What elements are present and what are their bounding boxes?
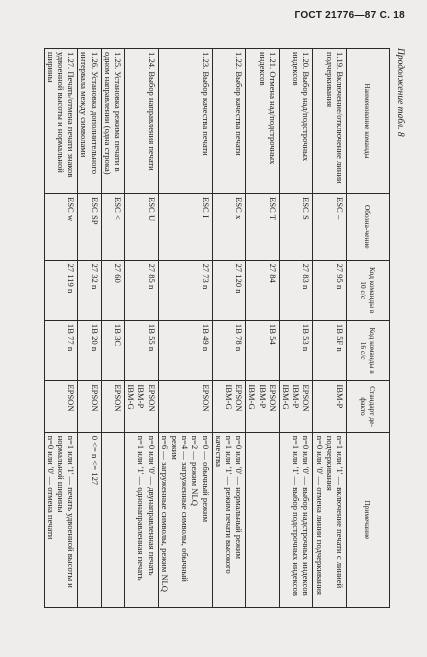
table-row [101, 49, 124, 608]
note-cell [212, 432, 246, 607]
standard-item: IBM-G [280, 384, 291, 410]
col-header-std: Стандарт де-факто [347, 381, 390, 432]
col-header-name: Наименование команды [347, 49, 390, 194]
command-dec: 27 84 [246, 260, 280, 320]
note-line: n=0 или '0' — отмена линии подчеркивания [314, 435, 325, 595]
command-hex: 1B 54 [246, 320, 280, 380]
standard-cell [212, 381, 246, 432]
note-cell [158, 432, 212, 607]
note-line: n=1 или '1' — однонаправленная печать [136, 435, 147, 581]
note-line: 0 <= n <= 127 [89, 435, 100, 486]
command-table [44, 48, 390, 608]
table-row [78, 49, 101, 608]
command-hex: 1B 77 n [44, 320, 78, 380]
command-dec: 27 95 n [313, 260, 347, 320]
note-cell [279, 432, 313, 607]
table-row [44, 49, 78, 608]
standard-item: IBM-G [223, 384, 234, 410]
command-dec: 27 120 n [212, 260, 246, 320]
note-line: n=2 — режим NLQ [190, 435, 201, 506]
col-header-note: Примечание [347, 432, 390, 607]
note-cell [313, 432, 347, 607]
command-name: 1.24. Выбор направления печати [124, 49, 158, 194]
standard-cell [279, 381, 313, 432]
command-hex: 1B 49 n [158, 320, 212, 380]
command-dec: 27 119 n [44, 260, 78, 320]
standard-cell [124, 381, 158, 432]
command-code: ESC SP [78, 194, 101, 260]
standard-item: IBM-P [136, 384, 147, 409]
command-hex: 1B 20 n [78, 320, 101, 380]
command-hex: 1B 55 n [124, 320, 158, 380]
note-line: n=0 или '0' — нормальный режим [234, 435, 245, 559]
note-cell [78, 432, 101, 607]
command-code: ESC w [44, 194, 78, 260]
standard-item: IBM-P [335, 384, 345, 409]
col-header-code: Обозна-чение [347, 194, 390, 260]
standard-cell [313, 381, 347, 432]
table-row [212, 49, 246, 608]
command-code: ESC I [158, 194, 212, 260]
command-name: 1.25. Установка режима печати в одном направлении (одна строка) [101, 49, 124, 194]
note-cell [246, 432, 280, 607]
standard-item: EPSON [112, 384, 123, 412]
table-row [246, 49, 280, 608]
page-header: ГОСТ 21776—87 С. 18 [294, 10, 405, 21]
command-name: 1.22. Выбор качества печати [212, 49, 246, 194]
command-dec: 27 85 n [124, 260, 158, 320]
note-line: n=0 или '0' — отмена печати [45, 435, 56, 540]
standard-item: IBM-G [247, 384, 258, 410]
standard-cell [158, 381, 212, 432]
continuation-label: Продолжение табл. 8 [395, 48, 405, 137]
command-dec: 27 73 n [158, 260, 212, 320]
command-name: 1.21. Отмена над/подстрочных индексов [246, 49, 280, 194]
command-dec: 27 32 n [78, 260, 101, 320]
command-name: 1.19. Включение/отключение линии подчеркивания [313, 49, 347, 194]
command-hex: 1B 78 n [212, 320, 246, 380]
standard-cell [101, 381, 124, 432]
command-dec: 27 83 n [279, 260, 313, 320]
command-name: 1.20. Выбор над/подстрочных индексов [279, 49, 313, 194]
command-hex: 1B 5F n [313, 320, 347, 380]
command-name: 1.23. Выбор качества печати [158, 49, 212, 194]
command-name: 1.26. Установка дополнительного интервала между символами [78, 49, 101, 194]
command-dec: 27 60 [101, 260, 124, 320]
note-cell [44, 432, 78, 607]
command-code: ESC T [246, 194, 280, 260]
command-code: ESC – [313, 194, 347, 260]
command-code: ESC U [124, 194, 158, 260]
command-name: 1.27. Печать/отмена печати знаков удвоенной высоты и нормальной ширины [44, 49, 78, 194]
note-line: n=0 или '0' — выбор надстрочных индексов [301, 435, 312, 596]
command-code: ESC < [101, 194, 124, 260]
note-line: n=1 или '1' — выбор подстрочных индексов [291, 435, 302, 596]
table-row [313, 49, 347, 608]
command-hex: 1B 53 n [279, 320, 313, 380]
col-header-dec: Код команды в 10 с/с [347, 260, 390, 320]
note-line: n=1 или '1' — включение печати с линией подчеркивания [324, 435, 345, 589]
note-cell [124, 432, 158, 607]
table-row [279, 49, 313, 608]
command-code: ESC x [212, 194, 246, 260]
table-row [158, 49, 212, 608]
note-line: n=4 — загруженные символы, обычный режим [169, 435, 191, 582]
standard-cell [78, 381, 101, 432]
standard-item: EPSON [267, 384, 278, 412]
command-code: ESC S [279, 194, 313, 260]
standard-item: EPSON [66, 384, 77, 412]
standard-cell [44, 381, 78, 432]
standard-item: IBM-P [291, 384, 302, 409]
note-line: n=0 — обычный режим [200, 435, 211, 523]
standard-item: EPSON [234, 384, 245, 412]
standard-cell [246, 381, 280, 432]
table-body [44, 49, 346, 608]
note-line: n=1 или '1' — режим печати высокого качества [213, 435, 234, 574]
note-line: n=1 или '1' — печать удвоенной высоты и нормальной ширины [55, 435, 77, 588]
command-hex: 1B 3C [101, 320, 124, 380]
standard-item: EPSON [301, 384, 312, 412]
standard-item: EPSON [200, 384, 211, 412]
rotated-table-container [20, 48, 390, 608]
col-header-hex: Код команды в 16 с/с [347, 320, 390, 380]
standard-item: IBM-G [126, 384, 137, 410]
standard-item: EPSON [146, 384, 157, 412]
note-line: n=6 — загруженные символы, режим NLQ [159, 435, 170, 592]
standard-item: IBM-P [257, 384, 268, 409]
note-line: n=0 или '0' — двунаправленная печать [146, 435, 157, 576]
note-cell [101, 432, 124, 607]
table-header-row [347, 49, 390, 608]
standard-item: EPSON [89, 384, 100, 412]
table-row [124, 49, 158, 608]
